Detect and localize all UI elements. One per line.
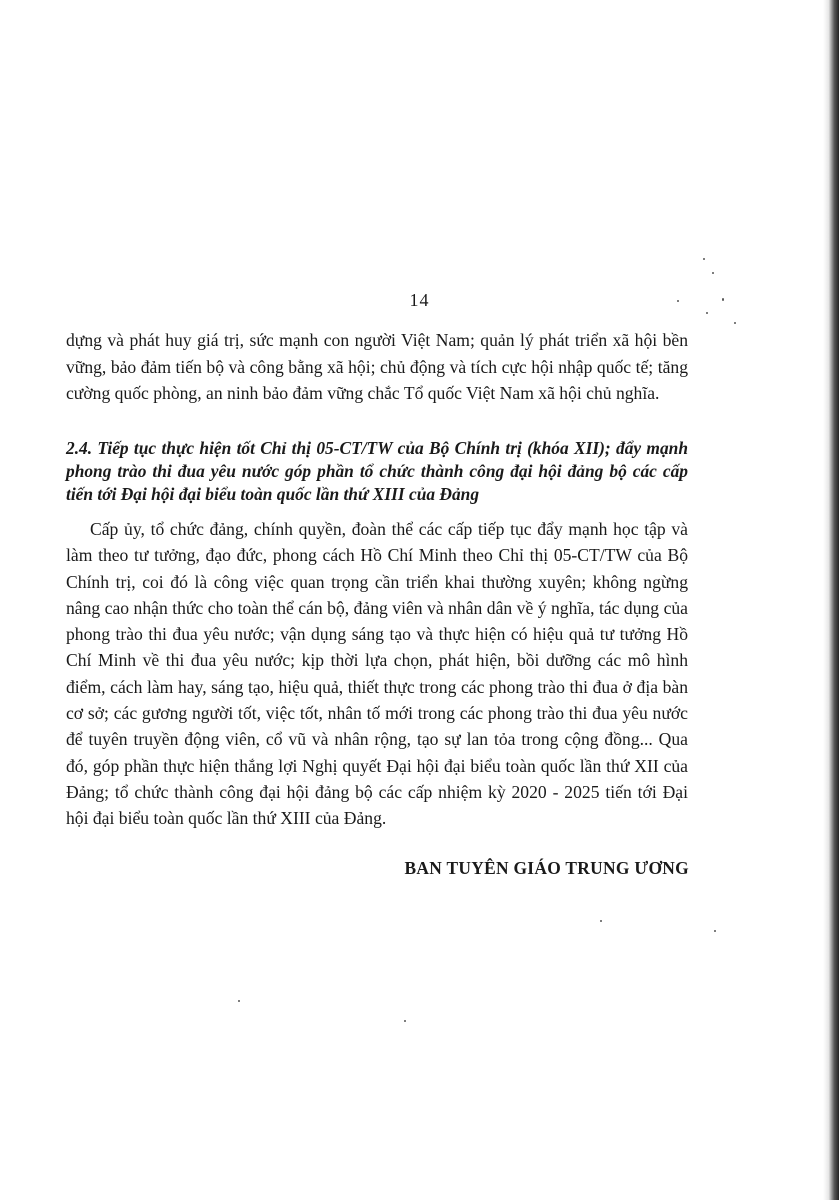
- body-paragraph: Cấp ủy, tổ chức đảng, chính quyền, đoàn thể các cấp tiếp tục đẩy mạnh học tập và làm theo tư tưởng, đạo đức, phong cách Hồ Chí Minh theo Chỉ thị 05-CT/TW của Bộ Chính trị, coi đó là công việc quan trọng cần triển khai thường xuyên; không ngừng nâng cao nhận thức cho toàn thể cán bộ, đảng viên và nhân dân về ý nghĩa, tác dụng của phong trào thi đua yêu nước; vận dụng sáng tạo và thực hiện có hiệu quả tư tưởng Hồ Chí Minh về thi đua yêu nước; kịp thời lựa chọn, phát hiện, bồi dưỡng các mô hình điểm, cách làm hay, sáng tạo, hiệu quả, thiết thực trong các phong trào thi đua ở địa bàn cơ sở; các gương người tốt, việc tốt, nhân tố mới trong các phong trào thi đua yêu nước để tuyên truyền động viên, cổ vũ và nhân rộng, tạo sự lan tỏa trong cộng đồng... Qua đó, góp phần thực hiện thắng lợi Nghị quyết Đại hội đại biểu toàn quốc lần thứ XII của Đảng; tổ chức thành công đại hội đảng bộ các cấp nhiệm kỳ 2020 - 2025 tiến tới Đại hội đại biểu toàn quốc lần thứ XIII của Đảng.: [66, 519, 688, 829]
- scan-speck: [714, 930, 716, 932]
- scan-edge-shadow: [823, 0, 839, 1200]
- scan-speck: [734, 322, 736, 324]
- scan-speck: [706, 312, 708, 314]
- scan-speck: [404, 1020, 406, 1022]
- scan-speck: [712, 272, 714, 274]
- page-number: 14: [409, 290, 430, 310]
- section-heading: 2.4. Tiếp tục thực hiện tốt Chỉ thị 05-CT/TW của Bộ Chính trị (khóa XII); đẩy mạnh phong trào thi đua yêu nước góp phần tổ chức thành công đại hội đảng bộ các cấp tiến tới Đại hội đại biểu toàn quốc lần thứ XIII của Đảng: [66, 438, 688, 504]
- scan-speck: [703, 258, 705, 260]
- continued-paragraph: dựng và phát huy giá trị, sức mạnh con người Việt Nam; quản lý phát triển xã hội bền vững, bảo đảm tiến bộ và công bằng xã hội; chủ động và tích cực hội nhập quốc tế; tăng cường quốc phòng, an ninh bảo đảm vững chắc Tổ quốc Việt Nam xã hội chủ nghĩa.: [66, 330, 688, 404]
- scan-speck: [238, 1000, 240, 1002]
- signature-organization: BAN TUYÊN GIÁO TRUNG ƯƠNG: [404, 858, 689, 878]
- scan-speck: [600, 920, 602, 922]
